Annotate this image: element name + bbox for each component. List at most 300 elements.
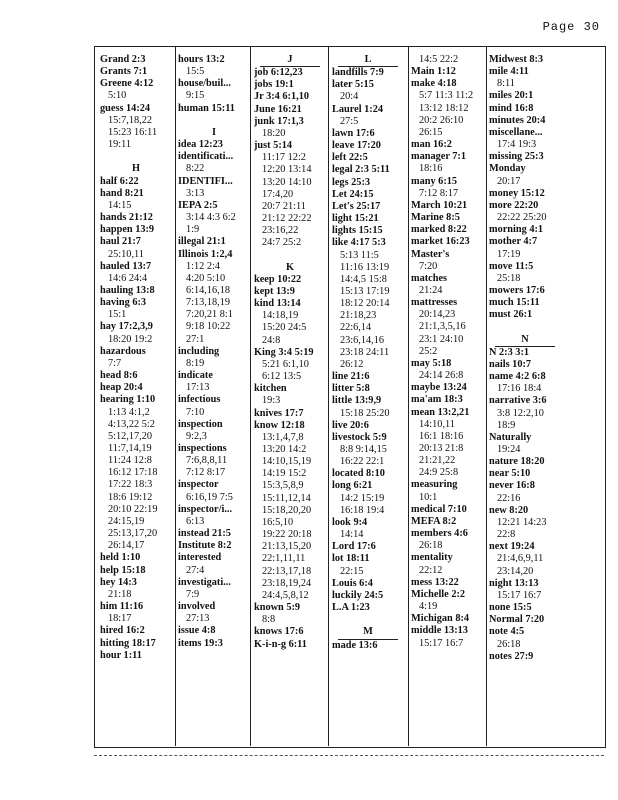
index-term: live 20:6 bbox=[332, 419, 369, 431]
index-term: none 15:5 bbox=[489, 602, 532, 614]
index-term: K-i-n-g 6:11 bbox=[254, 638, 307, 650]
index-term: infectious bbox=[178, 394, 221, 406]
spacer bbox=[254, 250, 326, 262]
index-page-refs: 7:7 bbox=[108, 357, 122, 369]
index-page-refs: 5:21 6:1,10 bbox=[262, 358, 309, 370]
column-divider bbox=[328, 46, 329, 746]
index-page-refs: 16:22 22:1 bbox=[340, 456, 385, 468]
index-page-refs: 22:1,11,11 bbox=[262, 553, 306, 565]
index-term: happen 13:9 bbox=[100, 224, 155, 236]
index-page-refs: 8:11 bbox=[497, 78, 515, 90]
index-term: later 5:15 bbox=[332, 79, 374, 91]
index-term: more 22:20 bbox=[489, 199, 539, 211]
index-page-refs: 11:16 13:19 bbox=[340, 261, 390, 273]
index-page-refs: 18:16 bbox=[419, 163, 443, 175]
index-term: near 5:10 bbox=[489, 468, 531, 480]
index-page-refs: 17:19 bbox=[497, 248, 521, 260]
spacer bbox=[332, 614, 404, 626]
index-page-refs: 16:18 19:4 bbox=[340, 504, 385, 516]
index-term: narrative 3:6 bbox=[489, 395, 547, 407]
index-term: idea 12:23 bbox=[178, 139, 223, 151]
index-term: items 19:3 bbox=[178, 637, 223, 649]
index-page-refs: 18:12 20:14 bbox=[340, 298, 390, 310]
index-page-refs: 25:18 bbox=[497, 272, 521, 284]
index-term: measuring bbox=[411, 479, 458, 491]
index-page-refs: 19:24 bbox=[497, 444, 521, 455]
index-term: hands 21:12 bbox=[100, 212, 153, 224]
index-page-refs: 24:14 26:8 bbox=[419, 370, 464, 382]
index-term: Marine 8:5 bbox=[411, 212, 460, 224]
index-term: Grants 7:1 bbox=[100, 66, 148, 78]
index-term: may 5:18 bbox=[411, 357, 452, 369]
index-page-refs: 11:24 12:8 bbox=[108, 455, 152, 467]
index-page-refs: 27:13 bbox=[186, 613, 210, 625]
index-page-refs: 15:18,20,20 bbox=[262, 504, 312, 516]
index-page-refs: 27:4 bbox=[186, 564, 205, 576]
index-page-refs: 8:8 9:14,15 bbox=[340, 444, 387, 455]
index-page-refs: 19:3 bbox=[262, 395, 281, 407]
index-term: Master's bbox=[411, 248, 450, 260]
index-page-refs: 26:18 bbox=[419, 540, 443, 552]
index-page-refs: 21:4,6,9,11 bbox=[497, 553, 544, 565]
index-term: new 8:20 bbox=[489, 504, 529, 516]
index-term: mile 4:11 bbox=[489, 66, 529, 78]
index-term: mattresses bbox=[411, 297, 458, 309]
index-term: litter 5:8 bbox=[332, 383, 370, 395]
index-term: missing 25:3 bbox=[489, 151, 544, 163]
index-term: Institute 8:2 bbox=[178, 540, 232, 552]
index-term: miscellane... bbox=[489, 126, 543, 138]
index-term: move 11:5 bbox=[489, 260, 534, 272]
index-term: Louis 6:4 bbox=[332, 577, 373, 589]
index-term: mean 13:2,21 bbox=[411, 406, 470, 418]
index-term: many 6:15 bbox=[411, 175, 458, 187]
index-term: mess 13:22 bbox=[411, 576, 459, 588]
index-term: left 22:5 bbox=[332, 152, 368, 164]
index-term: knows 17:6 bbox=[254, 626, 304, 638]
index-page-refs: 1:13 4:1,2 bbox=[108, 406, 150, 418]
index-page-refs: 24:7 25:2 bbox=[262, 237, 302, 249]
index-term: hitting 18:17 bbox=[100, 637, 156, 649]
index-page-refs: 22:6,14 bbox=[340, 322, 372, 334]
index-term: mind 16:8 bbox=[489, 102, 534, 114]
index-term: lights 15:15 bbox=[332, 225, 383, 237]
index-term: guess 14:24 bbox=[100, 102, 151, 114]
index-page-refs: 18:9 bbox=[497, 419, 516, 431]
index-page-refs: 17:4 19:3 bbox=[497, 139, 537, 151]
index-page-refs: 23:18 24:11 bbox=[340, 346, 390, 358]
index-page-refs: 21:18,23 bbox=[340, 310, 377, 322]
index-page-refs: 26:14,17 bbox=[108, 540, 145, 552]
spacer bbox=[178, 115, 250, 127]
letter-heading: M bbox=[338, 626, 398, 639]
index-term: maybe 13:24 bbox=[411, 382, 467, 394]
index-term: medical 7:10 bbox=[411, 503, 467, 515]
index-term: involved bbox=[178, 601, 216, 613]
index-term: much 15:11 bbox=[489, 297, 540, 309]
index-page-refs: 13:12 18:12 bbox=[419, 102, 469, 114]
index-term: mowers 17:6 bbox=[489, 284, 545, 296]
index-term: man 16:2 bbox=[411, 139, 452, 151]
index-term: inspector/i... bbox=[178, 503, 233, 515]
index-term: indicate bbox=[178, 370, 213, 382]
index-term: King 3:4 5:19 bbox=[254, 346, 314, 358]
index-term: hand 8:21 bbox=[100, 187, 144, 199]
index-column-1 bbox=[100, 54, 172, 662]
index-page-refs: 20:2 26:10 bbox=[419, 114, 464, 126]
column-divider bbox=[408, 46, 409, 746]
index-term: identificati... bbox=[178, 151, 234, 163]
index-page-refs: 5:10 bbox=[108, 90, 127, 102]
column-divider bbox=[250, 46, 251, 746]
index-page-refs: 21:12 22:22 bbox=[262, 213, 312, 225]
index-page-refs: 21:24 bbox=[419, 284, 443, 296]
index-page-refs: 15:11,12,14 bbox=[262, 492, 311, 504]
index-term: hired 16:2 bbox=[100, 625, 145, 637]
index-page-refs: 14:10,15,19 bbox=[262, 456, 312, 468]
index-term: keep 10:22 bbox=[254, 273, 302, 285]
index-term: mentality bbox=[411, 552, 453, 564]
index-term: Michigan 8:4 bbox=[411, 613, 470, 625]
index-term: legal 2:3 5:11 bbox=[332, 164, 390, 176]
index-term: made 13:6 bbox=[332, 639, 378, 651]
index-page-refs: 15:13 17:19 bbox=[340, 285, 390, 297]
index-term: Jr 3:4 6:1,10 bbox=[254, 91, 310, 103]
index-page-refs: 4:20 5:10 bbox=[186, 272, 226, 284]
index-page-refs: 13:20 14:2 bbox=[262, 444, 307, 455]
index-page-refs: 19:22 20:18 bbox=[262, 529, 312, 541]
index-page-refs: 8:22 bbox=[186, 163, 205, 175]
index-page-refs: 7:12 8:17 bbox=[419, 187, 459, 199]
page-number: Page 30 bbox=[542, 20, 600, 34]
letter-heading: N bbox=[495, 334, 555, 347]
index-term: money 15:12 bbox=[489, 187, 545, 199]
index-term: Normal 7:20 bbox=[489, 614, 545, 626]
index-term: him 11:16 bbox=[100, 601, 144, 613]
index-term: light 15:21 bbox=[332, 213, 379, 225]
index-term: March 10:21 bbox=[411, 199, 468, 211]
index-page-refs: 18:20 bbox=[262, 127, 286, 139]
index-page-refs: 13:20 14:10 bbox=[262, 176, 312, 188]
index-term: long 6:21 bbox=[332, 480, 373, 492]
index-page-refs: 8:19 bbox=[186, 357, 205, 369]
index-term: lawn 17:6 bbox=[332, 127, 375, 139]
index-page-refs: 22:13,17,18 bbox=[262, 565, 312, 577]
index-page-refs: 22:8 bbox=[497, 529, 516, 541]
index-page-refs: 5:7 11:3 11:2 bbox=[419, 90, 474, 102]
index-page-refs: 9:2,3 bbox=[186, 430, 207, 442]
index-page-refs: 27:1 bbox=[186, 333, 205, 345]
index-page-refs: 9:15 bbox=[186, 90, 205, 102]
index-page-refs: 24:9 25:8 bbox=[419, 467, 459, 479]
index-page-refs: 17:13 bbox=[186, 382, 210, 394]
index-term: nails 10:7 bbox=[489, 358, 532, 370]
letter-heading: L bbox=[338, 54, 398, 67]
index-term: junk 17:1,3 bbox=[254, 115, 304, 127]
index-term: hour 1:11 bbox=[100, 649, 142, 661]
column-divider bbox=[175, 46, 176, 746]
index-page-refs: 1:9 bbox=[186, 224, 200, 236]
index-term: Let 24:15 bbox=[332, 188, 374, 200]
index-term: interested bbox=[178, 552, 222, 564]
index-page-refs: 26:18 bbox=[497, 638, 521, 650]
letter-heading: I bbox=[211, 126, 216, 138]
index-term: line 21:6 bbox=[332, 371, 370, 383]
index-page-refs: 10:1 bbox=[419, 491, 438, 503]
index-page-refs: 18:6 19:12 bbox=[108, 491, 153, 503]
index-page-refs: 22:22 25:20 bbox=[497, 212, 547, 224]
index-term: head 8:6 bbox=[100, 370, 138, 382]
index-term: hey 14:3 bbox=[100, 576, 137, 588]
index-page-refs: 16:12 17:18 bbox=[108, 467, 158, 479]
index-page-refs: 16:5,10 bbox=[262, 516, 294, 528]
index-term: hazardous bbox=[100, 345, 146, 357]
index-term: kept 13:9 bbox=[254, 285, 295, 297]
index-term: ma'am 18:3 bbox=[411, 394, 463, 406]
index-page-refs: 25:10,11 bbox=[108, 248, 144, 260]
index-page-refs: 25:2 bbox=[419, 345, 438, 357]
letter-heading: K bbox=[285, 261, 294, 273]
index-page-refs: 16:1 18:16 bbox=[419, 430, 464, 442]
index-page-refs: 7:20 bbox=[419, 260, 438, 272]
index-term: N 2:3 3:1 bbox=[489, 346, 530, 358]
index-term: jobs 19:1 bbox=[254, 79, 294, 91]
index-term: L.A 1:23 bbox=[332, 602, 370, 614]
index-term: morning 4:1 bbox=[489, 224, 544, 236]
index-page-refs: 24:15,19 bbox=[108, 515, 145, 527]
index-page-refs: 15:20 24:5 bbox=[262, 322, 307, 334]
index-term: manager 7:1 bbox=[411, 151, 467, 163]
index-term: just 5:14 bbox=[254, 140, 293, 152]
index-page-refs: 22:16 bbox=[497, 492, 521, 504]
index-page-refs: 14:4,5 15:8 bbox=[340, 273, 387, 285]
index-page-refs: 27:5 bbox=[340, 115, 359, 127]
index-term: market 16:23 bbox=[411, 236, 470, 248]
index-term: know 12:18 bbox=[254, 419, 305, 431]
index-page-refs: 15:3,5,8,9 bbox=[262, 480, 304, 492]
index-page-refs: 21:21,22 bbox=[419, 455, 456, 467]
index-page-refs: 11:17 12:2 bbox=[262, 152, 306, 164]
index-page-refs: 5:12,17,20 bbox=[108, 430, 153, 442]
index-page-refs: 21:1,3,5,16 bbox=[419, 321, 466, 333]
index-term: never 16:8 bbox=[489, 480, 535, 492]
index-term: hearing 1:10 bbox=[100, 394, 156, 406]
index-term: June 16:21 bbox=[254, 103, 302, 115]
index-term: hay 17:2,3,9 bbox=[100, 321, 153, 333]
index-term: inspections bbox=[178, 443, 227, 454]
index-page-refs: 12:20 13:14 bbox=[262, 164, 312, 176]
index-page-refs: 14:2 15:19 bbox=[340, 492, 385, 504]
index-page-refs: 11:7,14,19 bbox=[108, 443, 152, 454]
index-page-refs: 18:20 19:2 bbox=[108, 333, 153, 345]
index-page-refs: 26:12 bbox=[340, 358, 364, 370]
index-term: inspector bbox=[178, 479, 219, 491]
index-page-refs: 6:13 bbox=[186, 515, 205, 527]
index-page-refs: 15:17 16:7 bbox=[497, 589, 542, 601]
index-column-5 bbox=[411, 54, 483, 650]
index-term: Grand 2:3 bbox=[100, 54, 146, 65]
index-page-refs: 8:8 bbox=[262, 614, 276, 626]
index-term: next 19:24 bbox=[489, 541, 535, 553]
index-term: luckily 24:5 bbox=[332, 589, 384, 601]
index-term: Main 1:12 bbox=[411, 66, 456, 78]
index-term: Midwest 8:3 bbox=[489, 54, 544, 65]
index-term: house/buil... bbox=[178, 78, 231, 90]
index-term: IEPA 2:5 bbox=[178, 199, 218, 211]
index-page-refs: 25:13,17,20 bbox=[108, 528, 158, 540]
letter-heading: H bbox=[131, 163, 140, 175]
index-term: landfills 7:9 bbox=[332, 67, 384, 79]
index-term: hours 13:2 bbox=[178, 54, 225, 65]
index-term: illegal 21:1 bbox=[178, 236, 226, 248]
index-term: including bbox=[178, 345, 220, 357]
index-page-refs: 14:15 bbox=[108, 199, 132, 211]
index-term: matches bbox=[411, 272, 448, 284]
index-page-refs: 24:4,5,8,12 bbox=[262, 589, 309, 601]
index-term: middle 13:13 bbox=[411, 625, 468, 637]
index-page-refs: 14:19 15:2 bbox=[262, 468, 307, 480]
index-page-refs: 17:16 18:4 bbox=[497, 383, 542, 395]
index-page-refs: 7:13,18,19 bbox=[186, 297, 231, 309]
index-page-refs: 23:18,19,24 bbox=[262, 577, 312, 589]
index-term: Lord 17:6 bbox=[332, 541, 376, 553]
index-term: held 1:10 bbox=[100, 552, 141, 564]
index-page-refs: 19:11 bbox=[108, 139, 132, 151]
index-term: little 13:9,9 bbox=[332, 395, 382, 407]
index-page-refs: 1:12 2:4 bbox=[186, 260, 221, 272]
index-page-refs: 7:6,8,8,11 bbox=[186, 455, 228, 467]
letter-heading: J bbox=[260, 54, 320, 67]
index-page-refs: 20:4 bbox=[340, 91, 359, 103]
index-term: Michelle 2:2 bbox=[411, 588, 466, 600]
index-term: investigati... bbox=[178, 576, 231, 588]
index-column-3 bbox=[254, 54, 326, 651]
index-page-refs: 23:16,22 bbox=[262, 225, 299, 237]
index-term: IDENTIFI... bbox=[178, 175, 233, 187]
index-term: lot 18:11 bbox=[332, 553, 370, 565]
index-term: kind 13:14 bbox=[254, 298, 301, 310]
index-term: issue 4:8 bbox=[178, 625, 216, 637]
index-page-refs: 7:20,21 8:1 bbox=[186, 309, 233, 321]
index-column-4 bbox=[332, 54, 404, 652]
index-term: night 13:13 bbox=[489, 577, 539, 589]
index-page-refs: 7:10 bbox=[186, 406, 205, 418]
index-page-refs: 5:13 11:5 bbox=[340, 249, 379, 261]
index-page-refs: 20:14,23 bbox=[419, 309, 456, 321]
index-page-refs: 13:1,4,7,8 bbox=[262, 431, 304, 443]
index-term: human 15:11 bbox=[178, 102, 235, 114]
index-term: knives 17:7 bbox=[254, 407, 304, 419]
index-term: job 6:12,23 bbox=[254, 67, 303, 79]
index-page-refs: 14:5 22:2 bbox=[419, 54, 459, 65]
index-term: Greene 4:12 bbox=[100, 78, 154, 90]
index-term: Naturally bbox=[489, 431, 532, 443]
index-term: legs 25:3 bbox=[332, 176, 371, 188]
index-column-2 bbox=[178, 54, 250, 650]
index-page-refs: 22:12 bbox=[419, 564, 443, 576]
index-page-refs: 14:6 24:4 bbox=[108, 272, 148, 284]
index-page-refs: 15:1 bbox=[108, 309, 127, 321]
index-term: kitchen bbox=[254, 383, 287, 395]
index-term: livestock 5:9 bbox=[332, 431, 387, 443]
index-page-refs: 20:13 21:8 bbox=[419, 443, 464, 454]
index-page-refs: 17:4,20 bbox=[262, 188, 294, 200]
index-page-refs: 15:18 25:20 bbox=[340, 407, 390, 419]
index-page-refs: 15:5 bbox=[186, 66, 205, 78]
index-term: Monday bbox=[489, 163, 526, 175]
index-page-refs: 24:8 bbox=[262, 334, 281, 346]
spacer bbox=[489, 321, 561, 333]
index-page-refs: 26:15 bbox=[419, 126, 443, 138]
index-term: instead 21:5 bbox=[178, 528, 231, 540]
index-term: minutes 20:4 bbox=[489, 114, 546, 126]
index-page-refs: 14:10,11 bbox=[419, 418, 455, 430]
index-term: inspection bbox=[178, 418, 223, 430]
index-page-refs: 21:18 bbox=[108, 588, 132, 600]
index-page-refs: 3:8 12:2,10 bbox=[497, 407, 544, 419]
index-term: name 4:2 6:8 bbox=[489, 371, 546, 383]
index-term: notes 27:9 bbox=[489, 650, 534, 662]
index-term: haul 21:7 bbox=[100, 236, 141, 248]
index-page-refs: 15:17 16:7 bbox=[419, 637, 464, 649]
index-page-refs: 14:18,19 bbox=[262, 310, 299, 322]
index-term: Let's 25:17 bbox=[332, 200, 381, 212]
spacer bbox=[100, 151, 172, 163]
index-term: MEFA 8:2 bbox=[411, 515, 457, 527]
index-term: Laurel 1:24 bbox=[332, 103, 384, 115]
index-page-refs: 4:19 bbox=[419, 601, 438, 613]
index-term: like 4:17 5:3 bbox=[332, 237, 386, 249]
index-term: hauling 13:8 bbox=[100, 284, 155, 296]
index-page-refs: 20:7 21:11 bbox=[262, 200, 306, 212]
index-page-refs: 23:14,20 bbox=[497, 565, 534, 577]
index-term: marked 8:22 bbox=[411, 224, 467, 236]
index-page-refs: 21:13,15,20 bbox=[262, 541, 312, 553]
index-term: known 5:9 bbox=[254, 602, 301, 614]
index-term: miles 20:1 bbox=[489, 90, 534, 102]
index-page-refs: 12:21 14:23 bbox=[497, 516, 547, 528]
index-term: must 26:1 bbox=[489, 309, 533, 321]
index-term: help 15:18 bbox=[100, 564, 146, 576]
footer-rule bbox=[94, 755, 604, 756]
index-term: members 4:6 bbox=[411, 528, 468, 540]
index-page-refs: 7:9 bbox=[186, 588, 200, 600]
index-page-refs: 4:13,22 5:2 bbox=[108, 418, 155, 430]
index-page-refs: 20:10 22:19 bbox=[108, 503, 158, 515]
index-column-6 bbox=[489, 54, 561, 663]
index-term: note 4:5 bbox=[489, 626, 525, 638]
column-divider bbox=[486, 46, 487, 746]
index-term: hauled 13:7 bbox=[100, 260, 152, 272]
index-page-refs: 23:6,14,16 bbox=[340, 334, 385, 346]
index-page-refs: 3:14 4:3 6:2 bbox=[186, 212, 236, 224]
index-page-refs: 6:12 13:5 bbox=[262, 371, 302, 383]
index-term: half 6:22 bbox=[100, 175, 139, 187]
index-term: located 8:10 bbox=[332, 468, 385, 480]
index-page-refs: 14:14 bbox=[340, 529, 364, 541]
index-term: mother 4:7 bbox=[489, 236, 538, 248]
index-page-refs: 3:13 bbox=[186, 187, 205, 199]
index-page-refs: 6:14,16,18 bbox=[186, 284, 231, 296]
index-page-refs: 15:23 16:11 bbox=[108, 126, 158, 138]
index-page-refs: 22:15 bbox=[340, 565, 364, 577]
index-page-refs: 6:16,19 7:5 bbox=[186, 491, 233, 503]
index-term: nature 18:20 bbox=[489, 456, 545, 468]
index-term: heap 20:4 bbox=[100, 382, 143, 394]
index-term: make 4:18 bbox=[411, 78, 457, 90]
index-page-refs: 17:22 18:3 bbox=[108, 479, 153, 491]
index-term: having 6:3 bbox=[100, 297, 147, 309]
